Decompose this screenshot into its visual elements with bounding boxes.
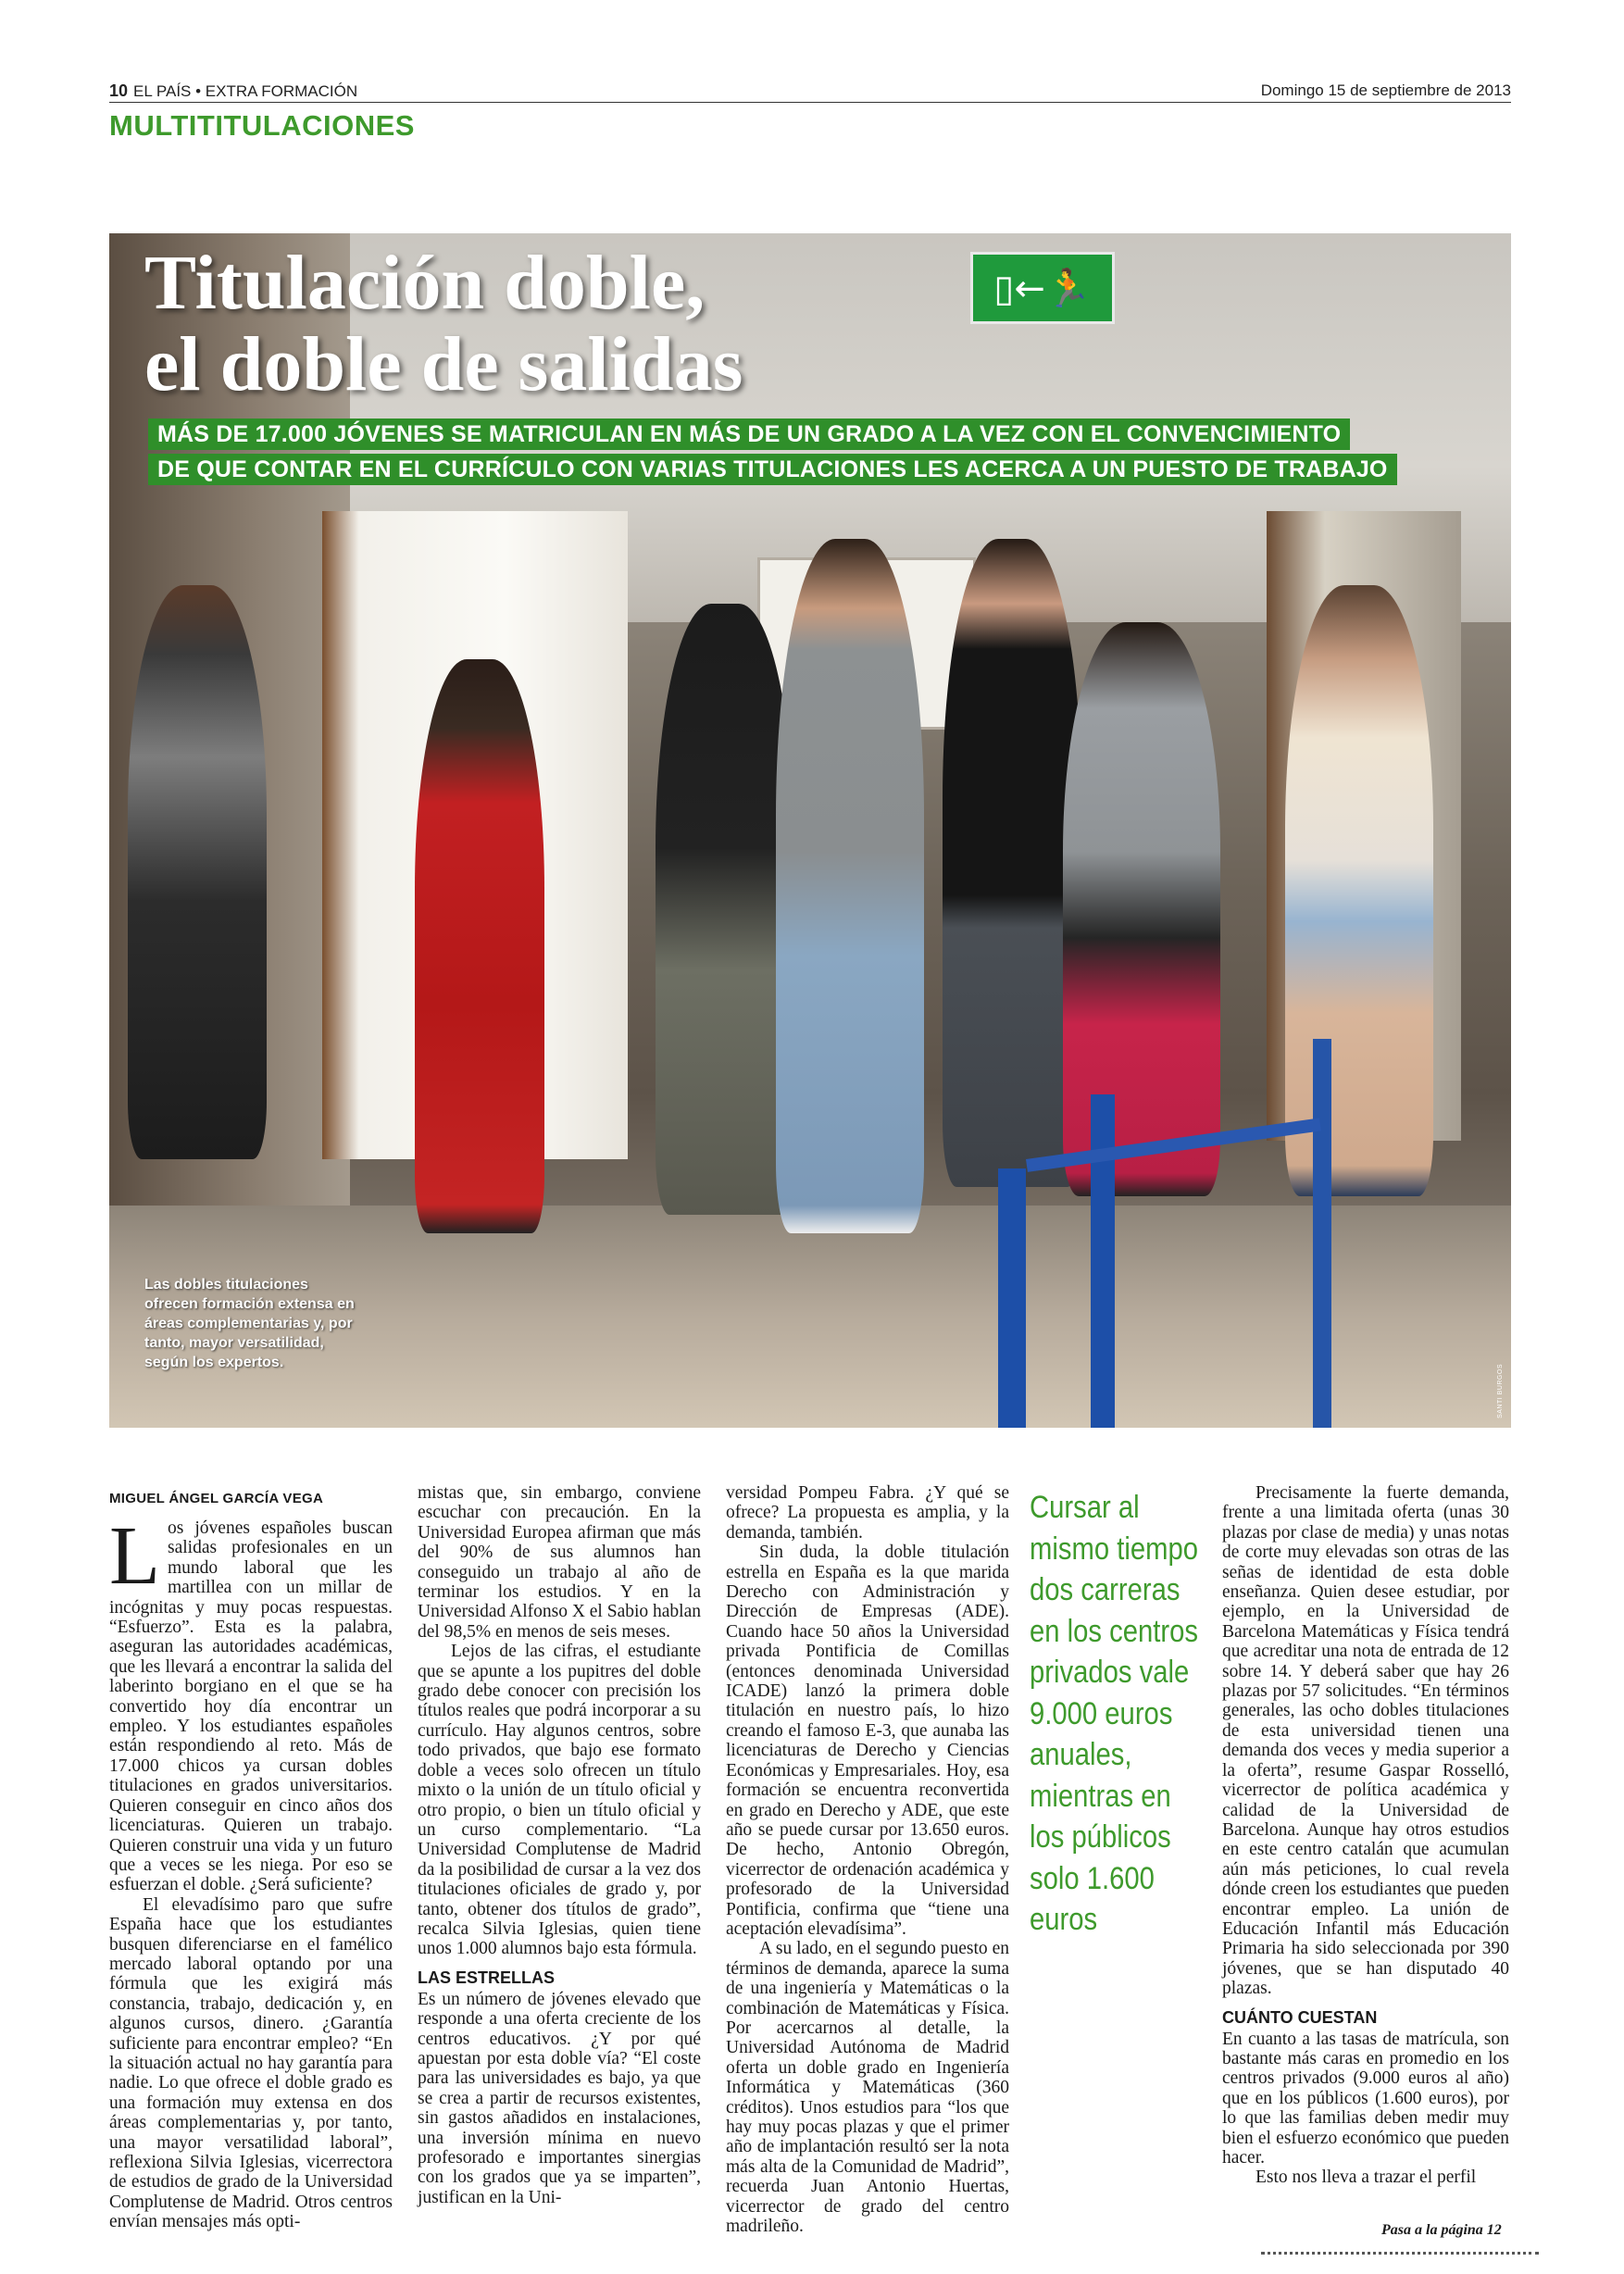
pull-quote-line: mientras en <box>1030 1778 1171 1814</box>
paragraph <box>109 1510 393 1895</box>
pull-quote-line: mismo tiempo <box>1030 1531 1198 1567</box>
article-column-5 <box>1222 1483 1509 2188</box>
photo-barrier-post <box>1313 1039 1331 1428</box>
figure-woman-right <box>1285 585 1433 1196</box>
headline <box>144 240 743 407</box>
pull-quote-line: los públicos <box>1030 1819 1171 1855</box>
article-column-3 <box>726 1483 1009 2236</box>
pull-quote-line: privados vale <box>1030 1655 1190 1690</box>
subheading: CUÁNTO CUESTAN <box>1222 2007 1378 2027</box>
figure-woman-left <box>128 585 267 1159</box>
paragraph: En cuanto a las tasas de matrícula, son bastante más caras en promedio en los centros privados (9.000 euros al año) que en los públicos (1.600 euros), por lo que las familias deben medir muy bien el esfuerzo económico que pueden hacer. <box>1222 2029 1509 2168</box>
paragraph: Lejos de las cifras, el estudiante que se apunte a los pupitres del doble grado debe conocer con precisión los títulos reales que podrá incorporar a su currículo. Hay algunos centros, sobre todo privados, que bajo ese formato doble a veces solo ofrecen un título mixto o la unión de un título oficial y otro propio, o bien un título oficial y un curso complementario. “La Universidad Complutense de Madrid da la posibilidad de cursar a la vez dos titulaciones oficiales de grado y, por tanto, obtener dos títulos de grado”, recalca Silvia Iglesias, quien tiene unos 1.000 alumnos bajo esta fórmula. <box>418 1642 701 1959</box>
pull-quote-line: dos carreras <box>1030 1572 1181 1607</box>
photo-barrier-post <box>1091 1094 1115 1428</box>
subheading: LAS ESTRELLAS <box>418 1968 556 1987</box>
pull-quote-line: 9.000 euros <box>1030 1695 1173 1731</box>
page-number: 10 <box>109 81 129 100</box>
paragraph: Es un número de jóvenes elevado que responde a una oferta creciente de los centros educativos. ¿Y por qué apuestan por esta doble vía? “El coste para las universidades es bajo, ya que se crea a partir de recursos existentes, sin gastos añadidos en instalaciones, una inversión mínima en nuevo profesorado e importantes sinergias con los grados que ya se imparten”, justifican en la Uni- <box>418 1989 701 2207</box>
headline-line: Titulación doble, <box>144 240 706 326</box>
header-left <box>109 81 357 101</box>
drop-cap: L <box>109 1510 160 1602</box>
exit-sign-icon: ▯←🏃 <box>970 252 1115 324</box>
pull-quote-line: en los centros <box>1030 1613 1199 1649</box>
figure-man-black-shirt <box>943 539 1081 1187</box>
figure-woman-grey-shirt <box>1063 622 1220 1196</box>
pull-quote-line: Cursar al <box>1030 1490 1140 1525</box>
byline: MIGUEL ÁNGEL GARCÍA VEGA <box>109 1491 324 1506</box>
subheadline-line: MÁS DE 17.000 JÓVENES SE MATRICULAN EN MÁS DE UN GRADO A LA VEZ CON EL CONVENCIMIENTO <box>148 419 1350 450</box>
paragraph: Sin duda, la doble titulación estrella en España es la que marida Derecho con Administración y Dirección de Empresas (ADE). Cuando hace 50 años la Universidad privada Pontificia de Comillas (entonces denominada Universidad ICADE) lanzó la primera doble titulación en nuestro país, lo hizo creando el famoso E-3, que aunaba las licenciaturas de Derecho y Ciencias Económicas y Empresariales. Hoy, esa formación se encuentra reconvertida en grado en Derecho y ADE, que este año se puede cursar por 13.650 euros. De hecho, Antonio Obregón, vicerrector de ordenación académica y profesorado de la Universidad Pontificia, confirma que “tiene una aceptación elevadísima”. <box>726 1543 1009 1939</box>
continued-on-link[interactable]: Pasa a la página 12 <box>1381 2222 1502 2238</box>
headline-line: el doble de salidas <box>144 321 743 407</box>
pull-quote-line: euros <box>1030 1902 1098 1937</box>
issue-date: Domingo 15 de septiembre de 2013 <box>1260 81 1511 99</box>
header-rule <box>109 102 1511 103</box>
paragraph: Esto nos lleva a trazar el perfil <box>1255 2168 1477 2188</box>
article-column-2 <box>418 1483 701 2207</box>
figure-woman-red <box>415 659 544 1233</box>
photo-caption: Las dobles titulaciones ofrecen formación extensa en áreas complementarias y, por tanto, mayor versatilidad, según los expertos. <box>144 1277 355 1370</box>
pull-quote <box>1030 1487 1199 1941</box>
photo-credit: SANTI BURGOS <box>1497 1364 1504 1418</box>
paragraph: versidad Pompeu Fabra. ¿Y qué se ofrece? La propuesta es amplia, y la demanda, también. <box>726 1483 1009 1543</box>
pull-quote-line: solo 1.600 <box>1030 1860 1155 1896</box>
paragraph: mistas que, sin embargo, conviene escuchar con precaución. En la Universidad Europea afirman que más del 90% de sus alumnos han conseguido un trabajo al año de terminar los estudios. Y en la Universidad Alfonso X el Sabio hablan del 98,5% en menos de seis meses. <box>418 1483 701 1642</box>
lead-photo <box>109 233 1511 1428</box>
footer-rule <box>1261 2252 1539 2255</box>
figure-young-man-center <box>776 539 924 1233</box>
article-column-1 <box>109 1510 393 2232</box>
paragraph: Precisamente la fuerte demanda, frente a una limitada oferta (unas 30 plazas por clase de media) y unas notas de corte muy elevadas son otras de las señas de identidad de esta doble enseñanza. Quien desee estudiar, por ejemplo, en la Universidad de Barcelona Matemáticas y Física tendrá que acreditar una nota de entrada de 12 sobre 14. Y deberá saber que hay 26 plazas por 57 solicitudes. “En términos generales, las ocho dobles titulaciones de esta universidad tienen una demanda dos veces y media superior a la oferta”, resume Gaspar Rosselló, vicerrector de política académica y calidad de la Universidad de Barcelona. Aunque hay otros estudios en este centro catalán que acumulan aún más peticiones, lo cual revela dónde creen los estudiantes que pueden encontrar empleo. La unión de Educación Infantil más Educación Primaria ha sido seleccionada por 390 jóvenes, que se han disputado 40 plazas. <box>1222 1483 1509 1999</box>
figure-student-backpack <box>656 604 794 1215</box>
paragraph: A su lado, en el segundo puesto en términos de demanda, aparece la suma de una ingeniería y Matemáticas o la combinación de Matemáticas y Física. Por acercarnos al detalle, la Universidad Autónoma de Madrid oferta un doble grado en Ingeniería Informática y Matemáticas (360 créditos). Unos estudios para “los que hay muy pocas plazas y que el primer año de implantación resultó ser la nota más alta de la Comunidad de Madrid”, recuerda Juan Antonio Huertas, vicerrector de grado del centro madrileño. <box>726 1939 1009 2237</box>
pull-quote-line: anuales, <box>1030 1737 1132 1772</box>
paragraph-text: os jóvenes españoles buscan salidas profesionales en un mundo laboral que les martillea con un millar de incógnitas y muy pocas respuestas. “Esfuerzo”. Esta es la palabra, aseguran las autoridades académicas, que les llevará a encontrar la salida del laberinto borgiano en el que se ha convertido hoy día encontrar un empleo. Y los estudiantes españoles están respondiendo al reto. Más de 17.000 chicos ya cursan dobles titulaciones en grados universitarios. Quieren conseguir en cinco años dos licenciaturas. Quieren un trabajo. Quieren construir una vida y un futuro que a veces se les niega. Por eso se esfuerzan el doble. ¿Será suficiente? <box>109 1518 393 1895</box>
publication-name: EL PAÍS • EXTRA FORMACIÓN <box>133 82 358 100</box>
section-title: MULTITITULACIONES <box>109 109 415 142</box>
subheadline <box>148 419 1397 489</box>
paragraph: El elevadísimo paro que sufre España hace que los estudiantes busquen diferenciarse en el famélico mercado laboral optando por una fórmula que les exigirá más constancia, trabajo, dedicación y, en algunos cursos, dinero. ¿Garantía suficiente para encontrar empleo? “En la situación actual no hay garantía para nadie. Lo que ofrece el doble grado es una formación muy extensa en dos áreas complementarias y, por tanto, una mayor versatilidad laboral”, reflexiona Silvia Iglesias, vicerrectora de estudios de grado de la Universidad Complutense de Madrid. Otros centros envían mensajes más opti- <box>109 1894 393 2232</box>
subheadline-line: DE QUE CONTAR EN EL CURRÍCULO CON VARIAS TITULACIONES LES ACERCA A UN PUESTO DE TRABAJO <box>148 454 1397 485</box>
photo-barrier-post <box>998 1168 1026 1428</box>
